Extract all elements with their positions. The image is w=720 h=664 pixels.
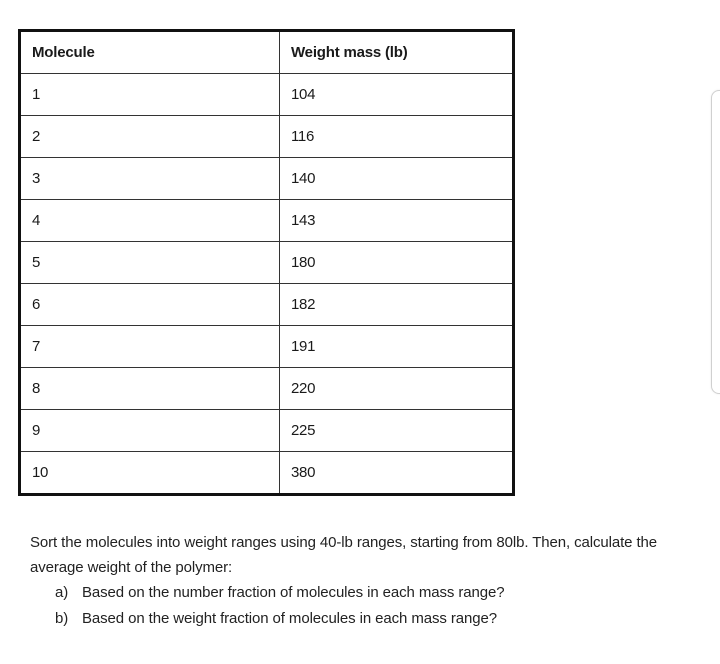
cell-molecule: 6 <box>20 284 280 326</box>
table-row <box>20 410 514 452</box>
cell-molecule: 7 <box>20 326 280 368</box>
table-row <box>20 452 514 495</box>
table-row <box>20 284 514 326</box>
cell-weight: 191 <box>280 326 514 368</box>
table-row <box>20 242 514 284</box>
cell-weight: 220 <box>280 368 514 410</box>
cell-weight: 380 <box>280 452 514 495</box>
table-row <box>20 116 514 158</box>
question-block <box>30 530 714 632</box>
list-item <box>30 580 714 606</box>
cell-molecule: 4 <box>20 200 280 242</box>
question-prompt: Sort the molecules into weight ranges using 40-lb ranges, starting from 80lb. Then, calculate the average weight of the polymer: <box>30 534 658 576</box>
cell-molecule: 1 <box>20 74 280 116</box>
cell-weight: 225 <box>280 410 514 452</box>
list-item <box>30 606 714 632</box>
header-molecule: Molecule <box>20 31 280 74</box>
molecule-weight-table <box>18 29 515 496</box>
part-text: Based on the number fraction of molecules in each mass range? <box>82 584 505 601</box>
cell-weight: 140 <box>280 158 514 200</box>
cell-weight: 104 <box>280 74 514 116</box>
table-row <box>20 368 514 410</box>
cell-molecule: 8 <box>20 368 280 410</box>
part-text: Based on the weight fraction of molecules in each mass range? <box>82 610 497 627</box>
question-parts-list <box>30 580 714 632</box>
cell-weight: 180 <box>280 242 514 284</box>
cell-weight: 143 <box>280 200 514 242</box>
cell-molecule: 9 <box>20 410 280 452</box>
table-header-row <box>20 31 514 74</box>
cell-weight: 116 <box>280 116 514 158</box>
table-row <box>20 74 514 116</box>
table-row <box>20 158 514 200</box>
part-marker: b) <box>55 610 69 627</box>
cell-weight: 182 <box>280 284 514 326</box>
side-panel-edge <box>711 90 720 394</box>
cell-molecule: 2 <box>20 116 280 158</box>
part-marker: a) <box>55 584 69 601</box>
header-weight-mass: Weight mass (lb) <box>280 31 514 74</box>
table-row <box>20 326 514 368</box>
cell-molecule: 5 <box>20 242 280 284</box>
table-row <box>20 200 514 242</box>
cell-molecule: 3 <box>20 158 280 200</box>
cell-molecule: 10 <box>20 452 280 495</box>
